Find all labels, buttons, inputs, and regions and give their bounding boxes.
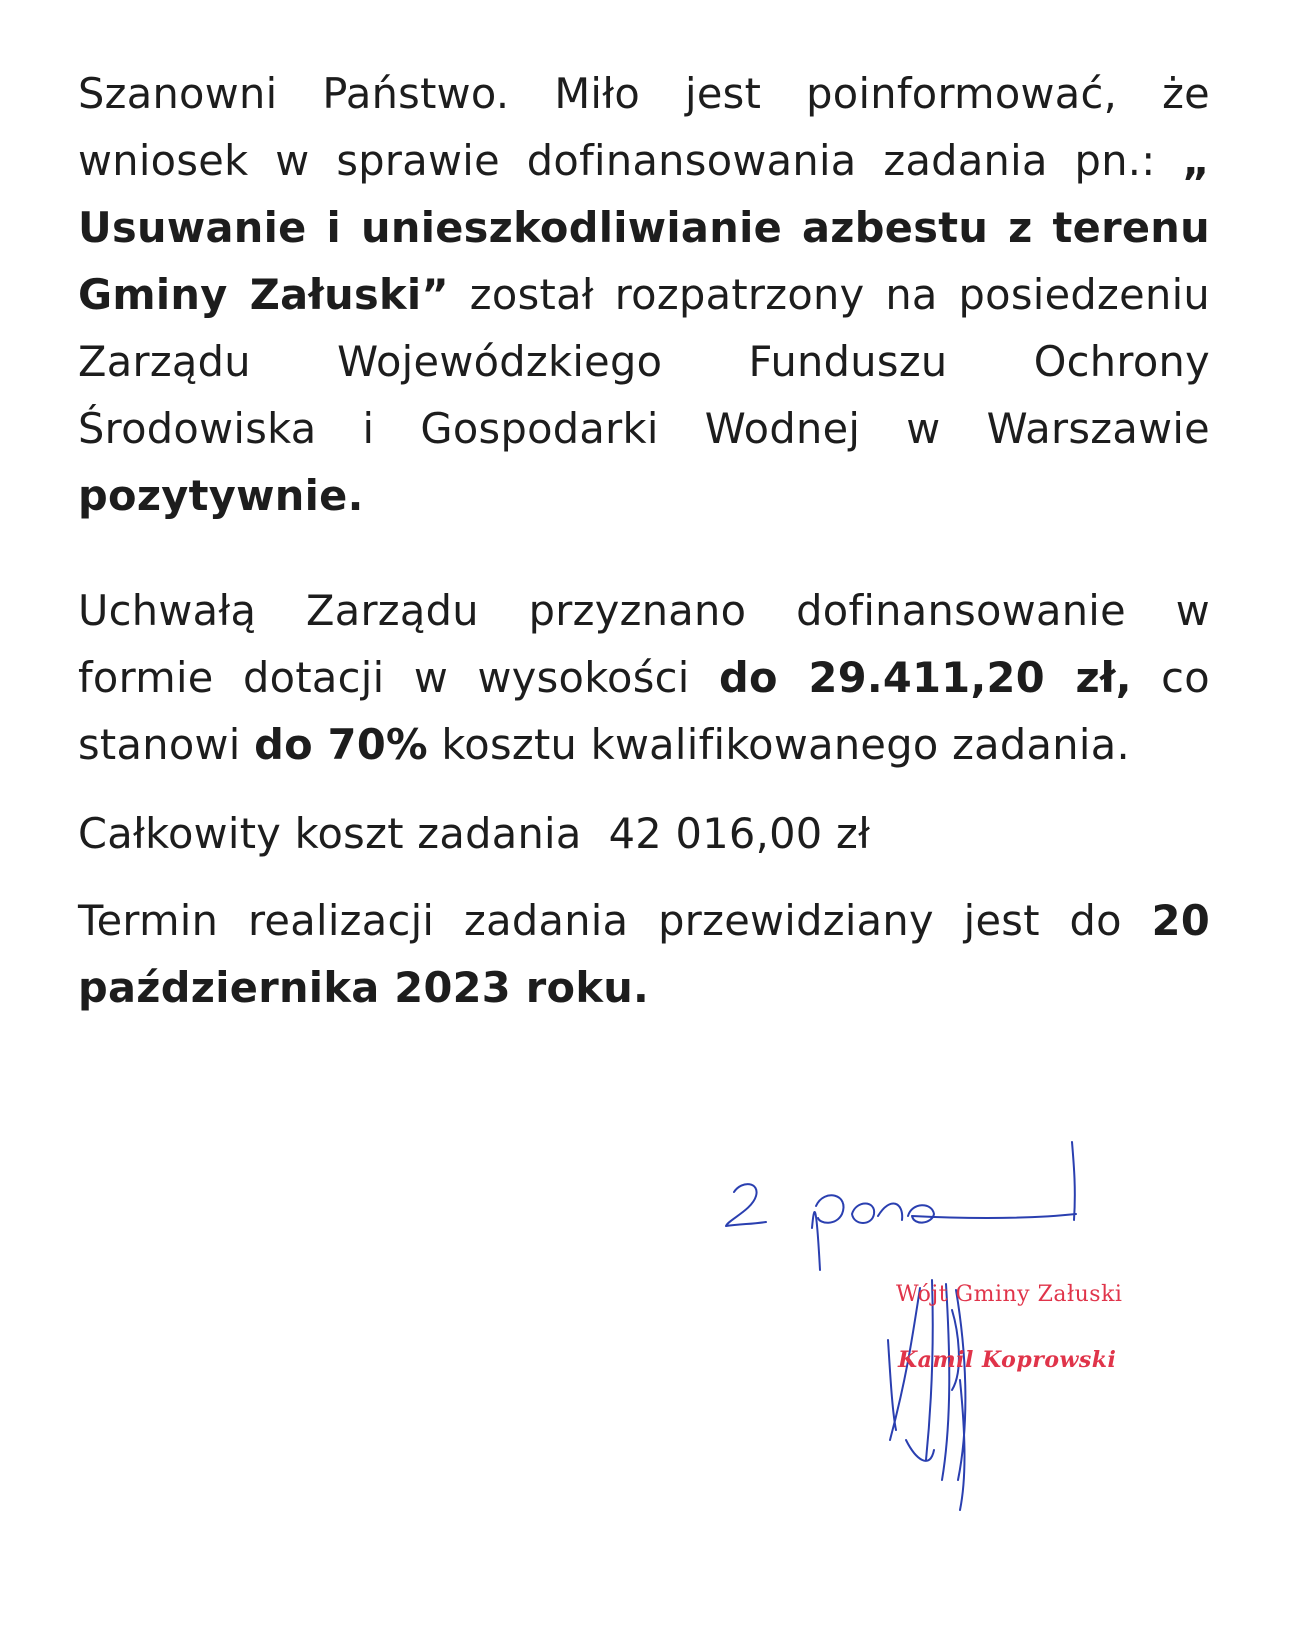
- paragraph-total-cost: [78, 800, 1210, 867]
- task-name: „ Usuwanie i unieszkodliwianie azbestu z terenu Gminy Załuski”: [78, 136, 1210, 319]
- paragraph-funding: [78, 577, 1210, 778]
- handwritten-signature: [720, 1140, 1180, 1520]
- funding-end: kosztu kwalifikowanego zadania.: [427, 720, 1130, 769]
- total-cost-text: Całkowity koszt zadania 42 016,00 zł: [78, 809, 871, 858]
- funding-percent: do 70%: [254, 720, 428, 769]
- deadline-intro: Termin realizacji zadania przewidziany jest do: [78, 896, 1152, 945]
- funding-amount: do 29.411,20 zł,: [719, 653, 1132, 702]
- funding-middle: co stanowi: [78, 653, 1210, 769]
- deadline-date: 20 października 2023 roku.: [78, 896, 1210, 1012]
- stamp-name: Kamil Koprowski: [898, 1347, 1117, 1373]
- decision-intro: Szanowni Państwo. Miło jest poinformować, że wniosek w sprawie dofinansowania zadania pn.:: [78, 69, 1210, 185]
- signature-block: [720, 1140, 1180, 1520]
- decision-result: pozytywnie.: [78, 471, 364, 520]
- paragraph-deadline: [78, 887, 1210, 1021]
- funding-intro: Uchwałą Zarządu przyznano dofinansowanie w formie dotacji w wysokości: [78, 586, 1210, 702]
- paragraph-decision: [78, 60, 1210, 529]
- stamp-title: Wójt Gminy Załuski: [896, 1282, 1123, 1307]
- signature-strokes: [888, 1280, 965, 1510]
- decision-middle: został rozpatrzony na posiedzeniu Zarządu Wojewódzkiego Funduszu Ochrony Środowiska i Gospodarki Wodnej w Warszawie: [78, 270, 1210, 453]
- handwritten-note: [726, 1142, 1076, 1270]
